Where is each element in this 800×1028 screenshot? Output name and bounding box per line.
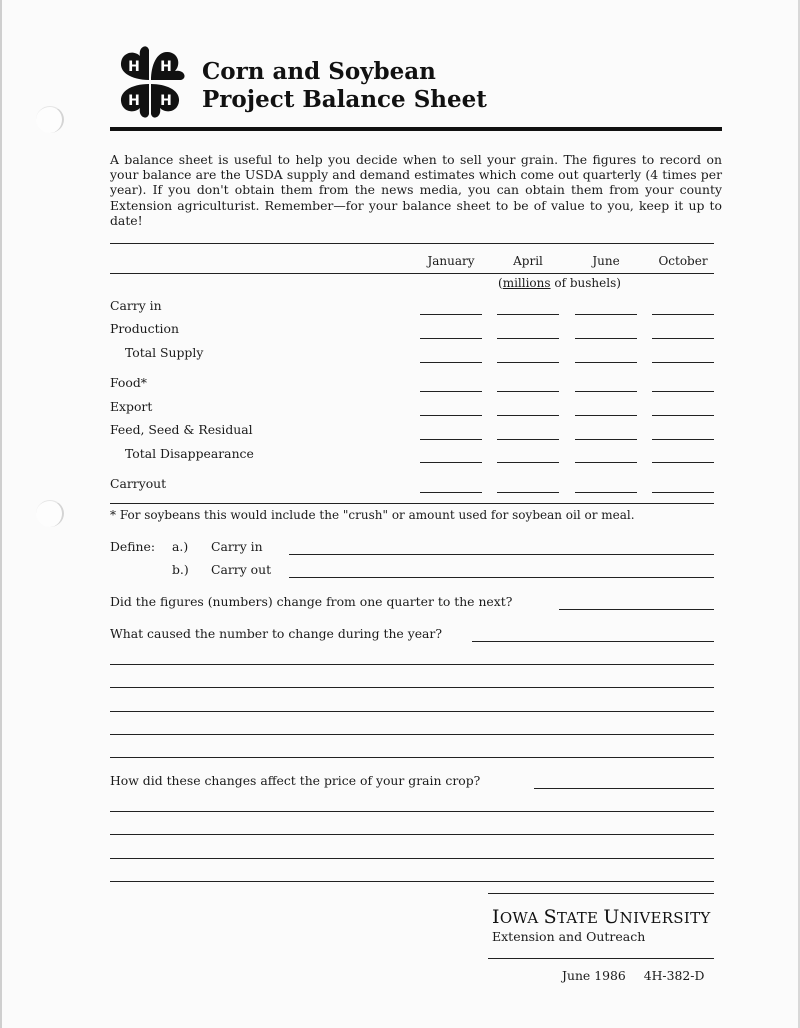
entry-blank[interactable] <box>652 492 714 493</box>
define-b-text: Carry out <box>211 562 272 577</box>
question-2-answer-line[interactable] <box>110 687 714 688</box>
row-label-production: Production <box>110 321 179 336</box>
footnote: * For soybeans this would include the "crush" or amount used for soybean oil or meal. <box>110 508 635 522</box>
define-a-marker: a.) <box>172 539 189 554</box>
define-b-marker: b.) <box>172 562 189 577</box>
institution-bottom-rule <box>488 958 714 959</box>
entry-blank[interactable] <box>420 492 482 493</box>
intro-paragraph: A balance sheet is useful to help you decide when to sell your grain. The figures to record on your balance are the USDA supply and demand estimates which come out quarterly (4 times per year). If you don't obtain them from the news media, you can obtain them from your county Extension agriculturist. Remember—for your balance sheet to be of value to you, keep it up to date! <box>110 152 722 228</box>
entry-blank[interactable] <box>497 415 559 416</box>
table-top-rule <box>110 243 714 244</box>
entry-blank[interactable] <box>575 362 637 363</box>
svg-text:H: H <box>160 93 172 109</box>
question-2-answer-line[interactable] <box>472 641 714 642</box>
entry-blank[interactable] <box>575 492 637 493</box>
row-label-total-disappearance: Total Disappearance <box>125 446 254 461</box>
entry-blank[interactable] <box>420 462 482 463</box>
title-divider <box>110 127 722 131</box>
binder-hole <box>36 500 64 527</box>
entry-blank[interactable] <box>420 314 482 315</box>
question-2-answer-line[interactable] <box>110 757 714 758</box>
svg-text:H: H <box>128 93 140 109</box>
entry-blank[interactable] <box>497 338 559 339</box>
entry-blank[interactable] <box>420 338 482 339</box>
publication-date: June 1986 <box>562 968 626 983</box>
name-part: U <box>603 906 620 928</box>
units-word: millions <box>502 276 551 290</box>
row-label-feed-seed-residual: Feed, Seed & Residual <box>110 422 253 437</box>
entry-blank[interactable] <box>652 439 714 440</box>
units-rest: of bushels) <box>550 276 621 290</box>
entry-blank[interactable] <box>497 391 559 392</box>
row-label-total-supply: Total Supply <box>125 345 204 360</box>
entry-blank[interactable] <box>497 462 559 463</box>
entry-blank[interactable] <box>652 391 714 392</box>
entry-blank[interactable] <box>497 439 559 440</box>
entry-blank[interactable] <box>420 391 482 392</box>
column-header-april: April <box>513 254 543 268</box>
column-header-january: January <box>427 254 475 268</box>
column-header-october: October <box>658 254 708 268</box>
name-part: TATE <box>556 909 604 927</box>
define-a-answer-line[interactable] <box>289 554 714 555</box>
name-part: I <box>492 906 500 928</box>
table-header-rule <box>110 273 714 274</box>
institution-block <box>492 906 711 944</box>
define-b-answer-line[interactable] <box>289 577 714 578</box>
define-a-text: Carry in <box>211 539 263 554</box>
question-3-answer-line[interactable] <box>110 811 714 812</box>
entry-blank[interactable] <box>497 362 559 363</box>
institution-top-rule <box>488 893 714 894</box>
entry-blank[interactable] <box>652 462 714 463</box>
define-label: Define: <box>110 539 156 554</box>
question-1: Did the figures (numbers) change from one quarter to the next? <box>110 594 513 609</box>
entry-blank[interactable] <box>575 314 637 315</box>
entry-blank[interactable] <box>420 415 482 416</box>
entry-blank[interactable] <box>652 314 714 315</box>
svg-text:H: H <box>160 59 172 75</box>
name-part: OWA <box>499 909 544 927</box>
page-title <box>202 58 487 114</box>
entry-blank[interactable] <box>575 415 637 416</box>
row-label-export: Export <box>110 399 153 414</box>
four-h-clover-icon <box>112 44 188 120</box>
entry-blank[interactable] <box>420 362 482 363</box>
question-2-answer-line[interactable] <box>110 734 714 735</box>
question-3: How did these changes affect the price of your grain crop? <box>110 773 481 788</box>
binder-hole <box>36 106 64 133</box>
publication-footer <box>562 968 704 983</box>
svg-text:H: H <box>128 59 140 75</box>
entry-blank[interactable] <box>497 314 559 315</box>
name-part: S <box>543 906 557 928</box>
entry-blank[interactable] <box>575 439 637 440</box>
column-header-june: June <box>592 254 620 268</box>
row-label-carry-in: Carry in <box>110 298 162 313</box>
institution-name <box>492 906 711 928</box>
row-label-carryout: Carryout <box>110 476 167 491</box>
entry-blank[interactable] <box>497 492 559 493</box>
row-label-food: Food* <box>110 375 147 390</box>
question-2-answer-line[interactable] <box>110 711 714 712</box>
entry-blank[interactable] <box>652 338 714 339</box>
table-bottom-rule <box>110 503 714 504</box>
question-1-answer-line[interactable] <box>559 609 714 610</box>
question-3-answer-line[interactable] <box>110 881 714 882</box>
institution-subtitle: Extension and Outreach <box>492 929 646 944</box>
title-line-1: Corn and Soybean <box>202 58 436 85</box>
name-part: NIVERSITY <box>619 909 711 927</box>
units-caption: (millions of bushels) <box>498 276 621 290</box>
entry-blank[interactable] <box>652 415 714 416</box>
question-3-answer-line[interactable] <box>110 834 714 835</box>
question-3-answer-line[interactable] <box>534 788 714 789</box>
entry-blank[interactable] <box>575 338 637 339</box>
question-3-answer-line[interactable] <box>110 858 714 859</box>
title-line-2: Project Balance Sheet <box>202 86 487 113</box>
entry-blank[interactable] <box>575 462 637 463</box>
entry-blank[interactable] <box>420 439 482 440</box>
question-2-answer-line[interactable] <box>110 664 714 665</box>
entry-blank[interactable] <box>575 391 637 392</box>
entry-blank[interactable] <box>652 362 714 363</box>
question-2: What caused the number to change during the year? <box>110 626 442 641</box>
publication-code: 4H-382-D <box>643 968 705 983</box>
